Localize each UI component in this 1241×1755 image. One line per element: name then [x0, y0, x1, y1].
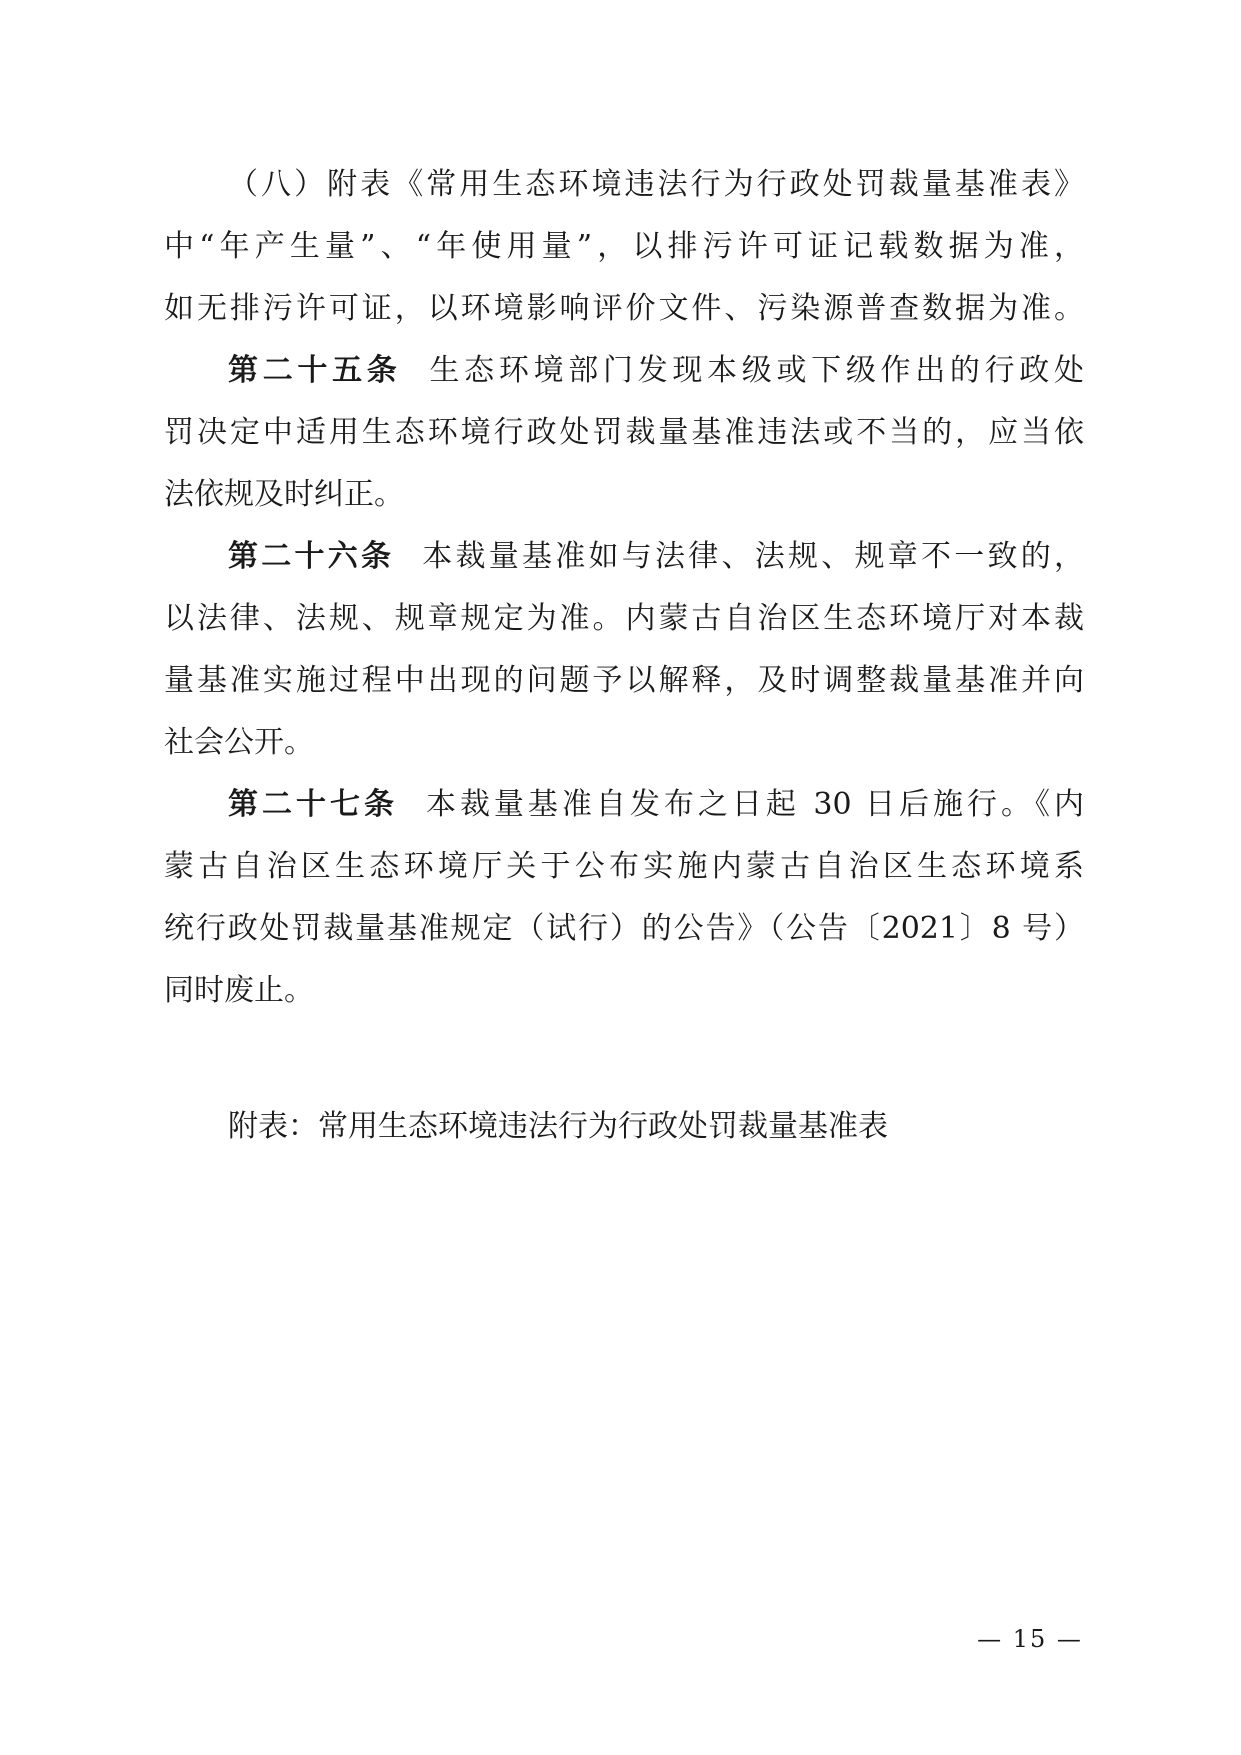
- page-number: — 15 —: [977, 1625, 1083, 1653]
- article-27: [164, 774, 1084, 1022]
- paragraph-line: 蒙古自治区生态环境厅关于公布实施内蒙古自治区生态环境系: [164, 849, 1084, 884]
- paragraph-line: 量基准实施过程中出现的问题予以解释，及时调整裁量基准并向: [164, 663, 1084, 698]
- article-label: 第二十五条: [228, 353, 402, 388]
- paragraph-line: 罚决定中适用生态环境行政处罚裁量基准违法或不当的，应当依: [164, 415, 1084, 450]
- article-25: [164, 340, 1084, 526]
- paragraph-line: 社会公开。: [164, 725, 314, 760]
- article-label: 第二十六条: [228, 539, 395, 574]
- attachment-note: [164, 1096, 1084, 1158]
- paragraph-line: 统行政处罚裁量基准规定（试行）的公告》（公告〔2021〕8 号）: [164, 911, 1084, 946]
- attachment-text: 附表：常用生态环境违法行为行政处罚裁量基准表: [228, 1109, 888, 1144]
- paragraph-line: 以法律、法规、规章规定为准。内蒙古自治区生态环境厅对本裁: [164, 601, 1084, 636]
- paragraph-line: [164, 340, 1084, 402]
- article-text: 生态环境部门发现本级或下级作出的行政处: [429, 353, 1085, 388]
- article-text: 本裁量基准如与法律、法规、规章不一致的，: [422, 539, 1084, 574]
- paragraph-line: 法依规及时纠正。: [164, 477, 404, 512]
- paragraph-item-8: [164, 154, 1084, 340]
- paragraph-line: 中“年产生量”、“年使用量”，以排污许可证记载数据为准，: [164, 229, 1084, 264]
- article-text: 本裁量基准自发布之日起 30 日后施行。《内: [425, 787, 1085, 822]
- article-26: [164, 526, 1084, 774]
- paragraph-line: [164, 526, 1084, 588]
- paragraph-line: （八）附表《常用生态环境违法行为行政处罚裁量基准表》: [228, 167, 1084, 202]
- paragraph-line: 如无排污许可证，以环境影响评价文件、污染源普查数据为准。: [164, 291, 1084, 326]
- paragraph-line: [164, 774, 1084, 836]
- paragraph-line: 同时废止。: [164, 973, 314, 1008]
- article-label: 第二十七条: [228, 787, 398, 822]
